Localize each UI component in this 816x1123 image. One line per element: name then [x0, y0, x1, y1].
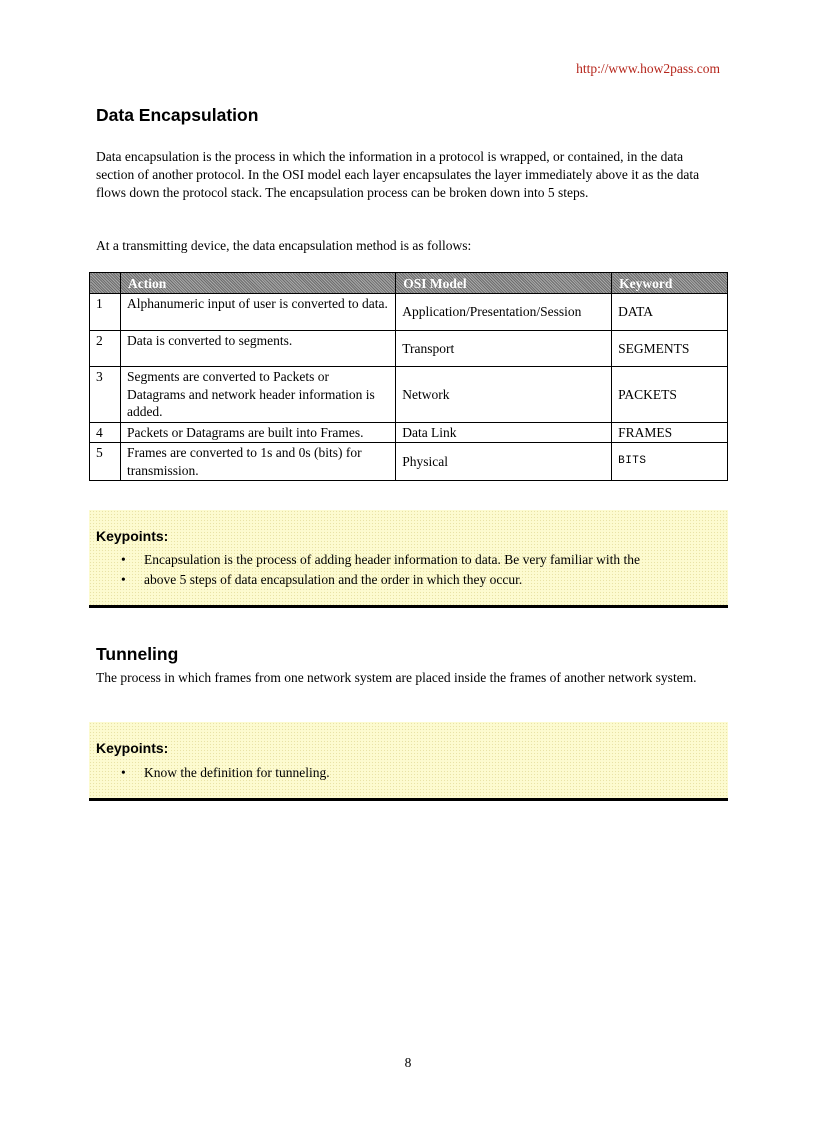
- keypoint-text: Encapsulation is the process of adding header information to data. Be very familiar with the: [144, 552, 640, 567]
- row-osi-model: Application/Presentation/Session: [396, 294, 612, 331]
- table-row: [90, 367, 728, 423]
- table-row: [90, 294, 728, 331]
- bullet-icon: •: [121, 765, 126, 780]
- row-keyword: BITS: [612, 443, 728, 481]
- table-header-action: Action: [120, 273, 395, 294]
- row-action: Frames are converted to 1s and 0s (bits) for transmission.: [120, 443, 395, 481]
- table-header-num: [90, 273, 121, 294]
- row-keyword: FRAMES: [612, 422, 728, 443]
- table-row: [90, 443, 728, 481]
- row-number: 2: [90, 331, 121, 367]
- keypoints-box-tunneling: [89, 722, 728, 801]
- page-number: 8: [404, 1055, 412, 1070]
- encapsulation-table: [89, 272, 728, 481]
- bullet-icon: •: [121, 571, 126, 587]
- table-row: [90, 331, 728, 367]
- lead-paragraph: At a transmitting device, the data encapsulation method is as follows:: [96, 238, 472, 253]
- keypoint-text: Know the definition for tunneling.: [144, 765, 330, 780]
- row-keyword: PACKETS: [612, 367, 728, 423]
- row-number: 4: [90, 422, 121, 443]
- keypoint-item: [89, 570, 640, 590]
- section-title-data-encapsulation: Data Encapsulation: [96, 105, 259, 125]
- tunneling-paragraph: The process in which frames from one network system are placed inside the frames of another network system.: [96, 670, 697, 685]
- keypoints-list: [89, 763, 330, 783]
- header-url[interactable]: http://www.how2pass.com: [576, 61, 720, 76]
- row-action: Data is converted to segments.: [120, 331, 395, 367]
- table-row: [90, 422, 728, 443]
- row-number: 3: [90, 367, 121, 423]
- row-keyword: DATA: [612, 294, 728, 331]
- keypoint-text: above 5 steps of data encapsulation and the order in which they occur.: [144, 571, 523, 587]
- keypoints-title: Keypoints:: [96, 740, 169, 756]
- keypoint-item: [89, 550, 640, 570]
- row-action: Alphanumeric input of user is converted to data.: [120, 294, 395, 331]
- keypoints-title: Keypoints:: [96, 528, 169, 544]
- table-header-osi: OSI Model: [396, 273, 612, 294]
- row-osi-model: Physical: [396, 443, 612, 481]
- row-osi-model: Network: [396, 367, 612, 423]
- intro-paragraph: Data encapsulation is the process in which the information in a protocol is wrapped, or contained, in the data section of another protocol. In the OSI model each layer encapsulates the layer immediately above it as the data flows down the protocol stack. The encapsulation process can be broken down into 5 steps.: [96, 149, 700, 200]
- row-number: 1: [90, 294, 121, 331]
- keypoints-box-encapsulation: [89, 510, 728, 608]
- section-title-tunneling: Tunneling: [96, 644, 179, 664]
- table-header-keyword: Keyword: [612, 273, 728, 294]
- row-osi-model: Transport: [396, 331, 612, 367]
- keypoints-list: [89, 550, 640, 589]
- table-header-row: [90, 273, 728, 294]
- bullet-icon: •: [121, 552, 126, 567]
- row-action: Segments are converted to Packets or Datagrams and network header information is added.: [120, 367, 395, 423]
- row-keyword: SEGMENTS: [612, 331, 728, 367]
- row-action: Packets or Datagrams are built into Frames.: [120, 422, 395, 443]
- row-osi-model: Data Link: [396, 422, 612, 443]
- row-number: 5: [90, 443, 121, 481]
- keypoint-item: [89, 763, 330, 783]
